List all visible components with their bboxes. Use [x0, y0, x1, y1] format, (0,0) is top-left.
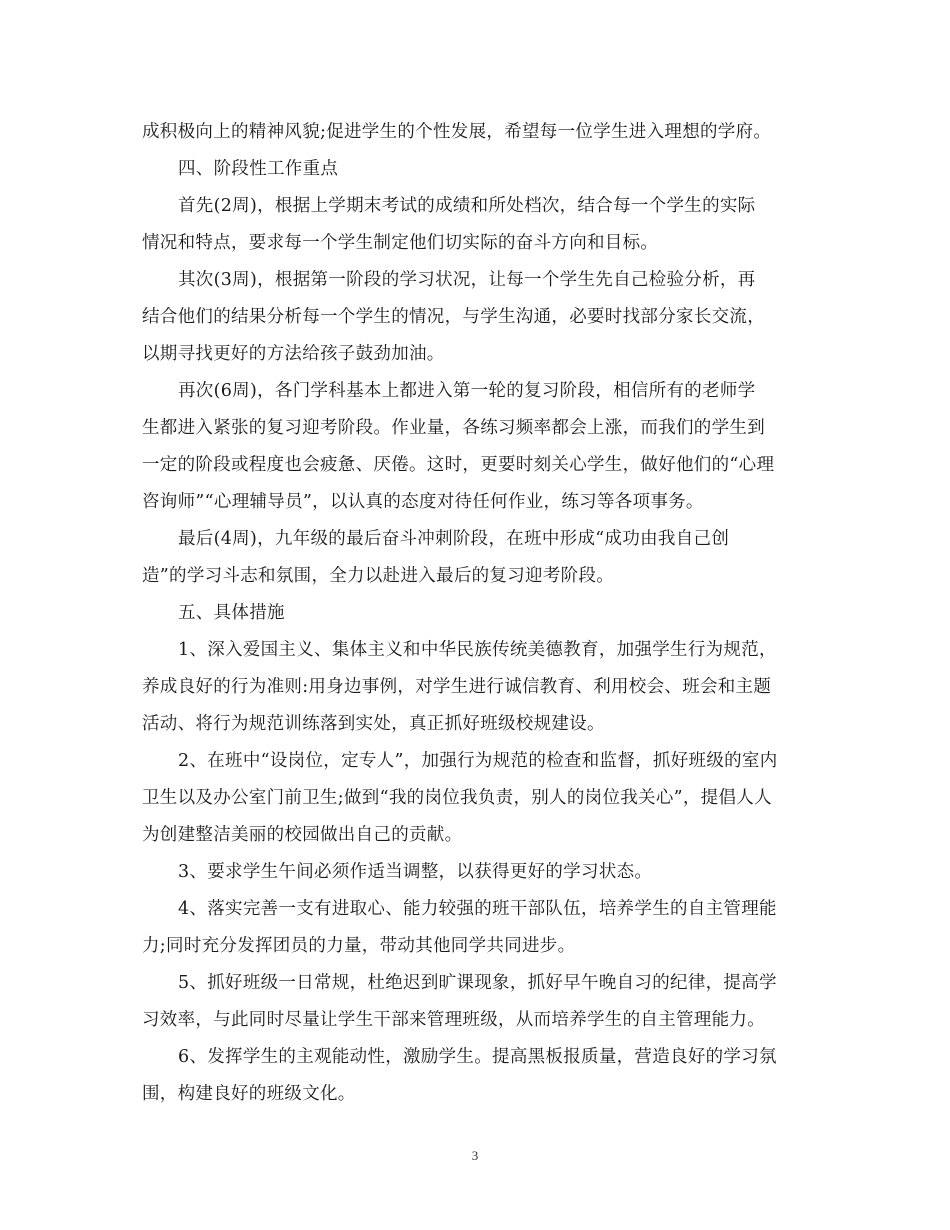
text-line: 5、抓好班级一日常规，杜绝迟到旷课现象，抓好早午晚自习的纪律，提高学 — [178, 973, 777, 993]
text-line: 情况和特点，要求每一个学生制定他们切实际的奋斗方向和目标。 — [142, 233, 659, 253]
text-line: 一定的阶段或程度也会疲惫、厌倦。这时，更要时刻关心学生，做好他们的“心理 — [142, 455, 775, 475]
text-line: 力;同时充分发挥团员的力量，带动其他同学共同进步。 — [142, 936, 576, 956]
text-line: 首先(2周)，根据上学期末考试的成绩和所处档次，结合每一个学生的实际 — [178, 196, 756, 216]
text-line: 结合他们的结果分析每一个学生的情况，与学生沟通，必要时找部分家长交流， — [142, 307, 765, 327]
text-line: 6、发挥学生的主观能动性，激励学生。提高黑板报质量，营造良好的学习氛 — [178, 1047, 777, 1067]
text-line: 为创建整洁美丽的校园做出自己的贡献。 — [142, 825, 463, 845]
text-line: 活动、将行为规范训练落到实处，真正抓好班级校规建设。 — [142, 714, 605, 734]
text-line: 2、在班中“设岗位，定专人”，加强行为规范的检查和监督，抓好班级的室内 — [178, 751, 778, 771]
page-number: 3 — [471, 1148, 479, 1163]
text-line: 3、要求学生午间必须作适当调整，以获得更好的学习状态。 — [178, 862, 653, 882]
text-line: 再次(6周)，各门学科基本上都进入第一轮的复习阶段，相信所有的老师学 — [178, 381, 756, 401]
text-line: 生都进入紧张的复习迎考阶段。作业量，各练习频率都会上涨，而我们的学生到 — [142, 418, 765, 438]
text-line: 1、深入爱国主义、集体主义和中华民族传统美德教育，加强学生行为规范， — [178, 640, 777, 660]
document-body — [142, 114, 810, 1113]
text-line: 卫生以及办公室门前卫生;做到“我的岗位我负责，别人的岗位我关心”，提倡人人 — [142, 788, 772, 808]
text-line: 造”的学习斗志和氛围，全力以赴进入最后的复习迎考阶段。 — [142, 566, 615, 586]
text-line: 成积极向上的精神风貌;促进学生的个性发展，希望每一位学生进入理想的学府。 — [142, 122, 772, 142]
text-line: 习效率，与此同时尽量让学生干部来管理班级，从而培养学生的自主管理能力。 — [142, 1010, 765, 1030]
text-line: 五、具体措施 — [178, 603, 285, 623]
text-line: 4、落实完善一支有进取心、能力较强的班干部队伍，培养学生的自主管理能 — [178, 899, 777, 919]
text-line: 其次(3周)，根据第一阶段的学习状况，让每一个学生先自己检验分析，再 — [178, 270, 756, 290]
text-line: 养成良好的行为准则:用身边事例，对学生进行诚信教育、利用校会、班会和主题 — [142, 677, 772, 697]
text-line: 咨询师”“心理辅导员”，以认真的态度对待任何作业，练习等各项事务。 — [142, 492, 704, 512]
text-line: 四、阶段性工作重点 — [178, 159, 339, 179]
text-line: 以期寻找更好的方法给孩子鼓劲加油。 — [142, 344, 445, 364]
text-line: 围，构建良好的班级文化。 — [142, 1084, 356, 1104]
text-line: 最后(4周)，九年级的最后奋斗冲刺阶段，在班中形成“成功由我自己创 — [178, 529, 730, 549]
